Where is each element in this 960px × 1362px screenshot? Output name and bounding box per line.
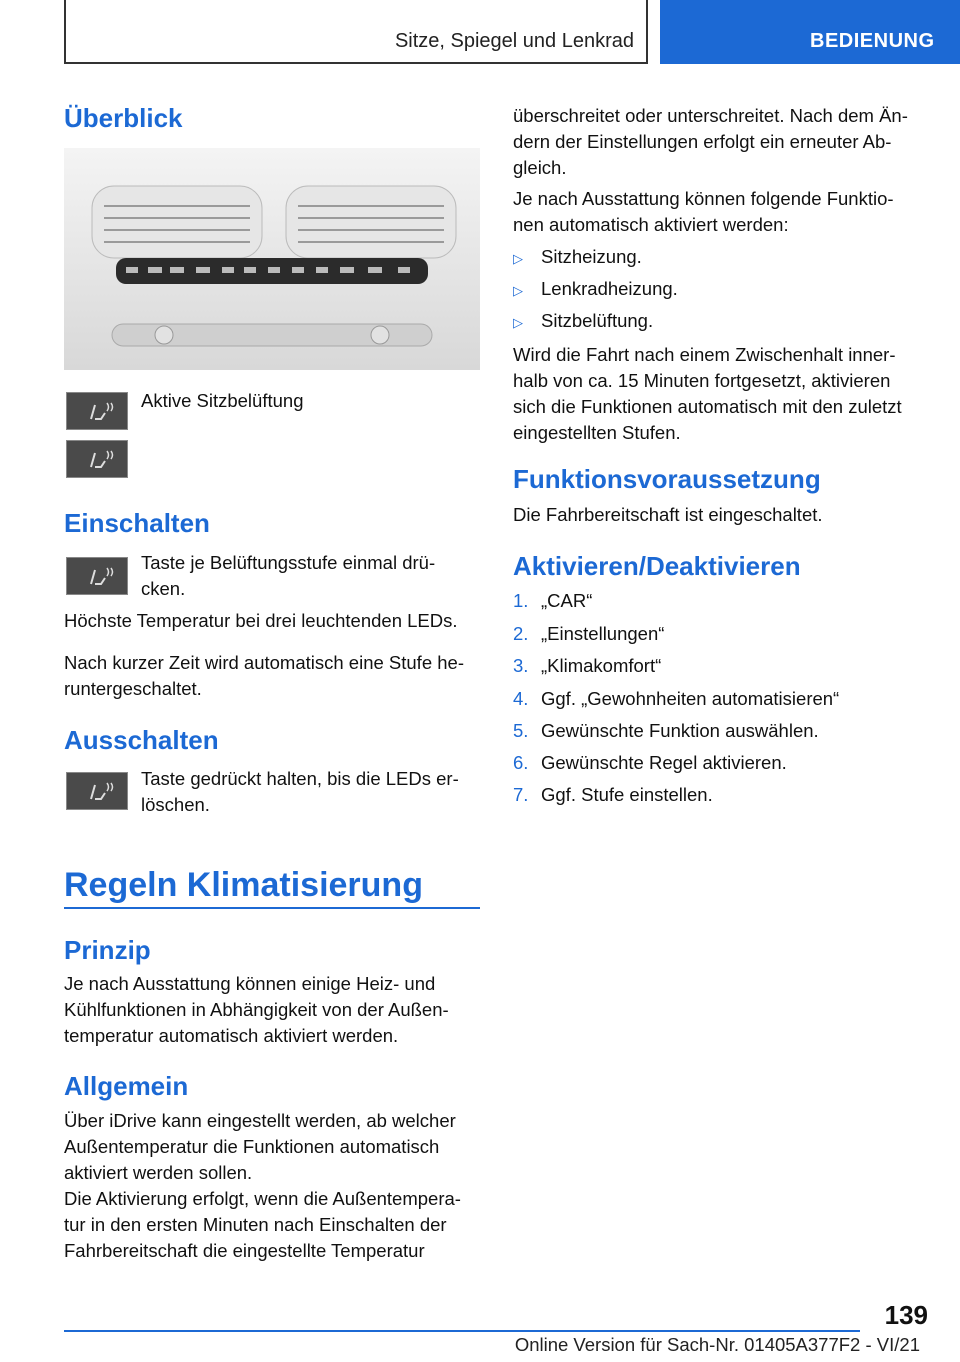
right-paragraph-2: Je nach Ausstattung können folgende Funktio- nen automatisch aktiviert werden: [513,188,894,235]
step-text: „Einstellungen“ [541,623,665,644]
heading-aktivieren-deaktivieren: Aktivieren/Deaktivieren [513,551,801,581]
seat-ventilation-button-icon [66,557,128,595]
header-section: BEDIENUNG [810,30,935,52]
header-chapter-box [64,0,648,64]
list-item [513,276,678,304]
heading-ueberblick: Überblick [64,103,183,133]
list-item-text: Sitzbelüftung. [541,310,654,331]
funktionsvoraussetzung-text: Die Fahrbereitschaft ist eingeschaltet. [513,504,823,525]
list-item [513,653,661,679]
header-chapter: Sitze, Spiegel und Lenkrad [394,30,634,52]
step-text: Ggf. Stufe einstellen. [541,784,713,805]
list-item [513,686,839,712]
heading-regeln-klimatisierung: Regeln Klimatisierung [64,866,423,904]
label-aktive-sitzbelueftung: Aktive Sitzbelüftung [141,390,304,411]
einschalten-instruction: Taste je Belüftungsstufe einmal drü- cken. [141,552,436,599]
step-text: Gewünschte Funktion auswählen. [541,720,819,741]
allgemein-paragraph-2: Die Aktivierung erfolgt, wenn die Außentempera- tur in den ersten Minuten nach Einschalten der Fahrbereitschaft die eingestellte Temperatur [64,1188,461,1261]
list-item [513,588,592,614]
step-text: „CAR“ [541,590,593,611]
heading-underline [64,907,480,909]
heading-funktionsvoraussetzung: Funktionsvoraussetzung [513,464,821,494]
list-item-text: Lenkradheizung. [541,278,678,299]
list-item [513,621,664,647]
heading-ausschalten: Ausschalten [64,725,219,755]
step-number: 2. [513,623,529,644]
seat-ventilation-icon-2 [66,440,128,478]
list-item [513,308,653,336]
page-header [64,0,960,66]
heading-allgemein: Allgemein [64,1071,189,1101]
step-number: 6. [513,752,529,773]
page-number: 139 [884,1300,928,1330]
seat-ventilation-icon [66,392,128,430]
allgemein-paragraph-1: Über iDrive kann eingestellt werden, ab welcher Außentemperatur die Funktionen automatisch aktiviert werden sollen. [64,1110,456,1183]
footer-online-version: Online Version für Sach-Nr. 01405A377F2 - VI/21 [514,1334,920,1355]
triangle-bullet-icon: ▷ [513,283,523,298]
heading-prinzip: Prinzip [64,935,151,965]
seat-ventilation-off-icon [66,772,128,810]
ausschalten-instruction: Taste gedrückt halten, bis die LEDs er- löschen. [141,768,459,815]
right-paragraph-1: überschreitet oder unterschreitet. Nach dem Än- dern der Einstellungen erfolgt ein erneuter Ab- gleich. [513,105,908,178]
step-number: 7. [513,784,529,805]
step-number: 3. [513,655,529,676]
climate-panel-photo [64,148,480,370]
einschalten-paragraph-2: Nach kurzer Zeit wird automatisch eine Stufe he- runtergeschaltet. [64,652,464,699]
prinzip-paragraph: Je nach Ausstattung können einige Heiz- und Kühlfunktionen in Abhängigkeit von der Außen- temperatur automatisch aktiviert werden. [64,973,449,1046]
step-number: 1. [513,590,529,611]
triangle-bullet-icon: ▷ [513,251,523,266]
footer-rule [64,1330,860,1332]
step-text: „Klimakomfort“ [541,655,662,676]
list-item [513,750,787,776]
list-item [513,782,713,808]
step-text: Gewünschte Regel aktivieren. [541,752,787,773]
heading-einschalten: Einschalten [64,508,210,538]
list-item [513,718,819,744]
list-item-text: Sitzheizung. [541,246,642,267]
step-number: 5. [513,720,529,741]
einschalten-paragraph-1: Höchste Temperatur bei drei leuchtenden LEDs. [64,610,458,631]
step-number: 4. [513,688,529,709]
step-text: Ggf. „Gewohnheiten automatisieren“ [541,688,840,709]
right-paragraph-3: Wird die Fahrt nach einem Zwischenhalt inner- halb von ca. 15 Minuten fortgesetzt, aktivieren sich die Funktionen automatisch mit den zuletzt eingestellten Stufen. [513,344,902,443]
list-item [513,244,642,272]
triangle-bullet-icon: ▷ [513,315,523,330]
header-section-tab [660,0,960,64]
